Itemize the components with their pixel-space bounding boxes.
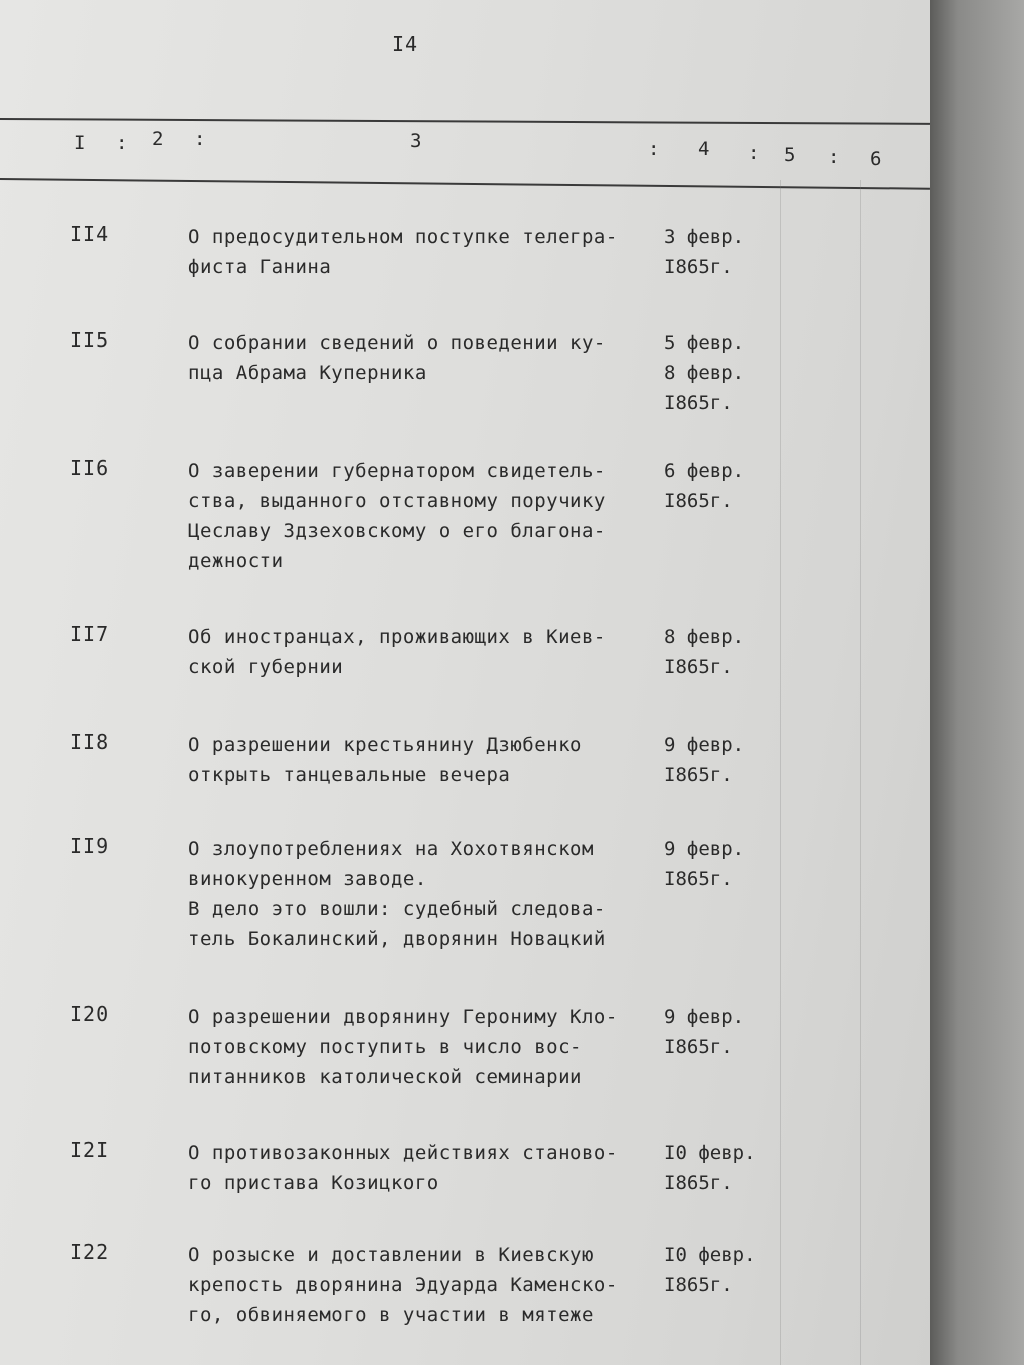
entry-description: О розыске и доставлении в Киевскую крепость дворянина Эдуарда Каменско- го, обвиняемого в участии в мятеже — [188, 1244, 618, 1326]
entry-description: О заверении губернатором свидетель- ства, выданного отставному поручику Цеславу Здзеховскому о его благона- дежности — [188, 460, 606, 572]
entry-number: II8 — [70, 730, 110, 754]
entry-number: II9 — [70, 834, 110, 858]
col-header-2: 2 — [152, 128, 164, 150]
entry-number: I20 — [70, 1002, 110, 1026]
entry-number: II4 — [70, 222, 110, 246]
entry-description: О противозаконных действиях станово- го пристава Козицкого — [188, 1142, 618, 1194]
entry-number: II5 — [70, 328, 110, 352]
col-header-3: 3 — [410, 130, 422, 152]
entry-number: II7 — [70, 622, 110, 646]
header-top-rule — [0, 118, 930, 125]
col-separator: : — [748, 142, 760, 164]
entry-dates: 9 февр. I865г. — [664, 838, 745, 890]
entry-number: I2I — [70, 1138, 110, 1162]
entry-dates: I0 февр. I865г. — [664, 1244, 756, 1296]
entry-description: О разрешении крестьянину Дзюбенко открыть танцевальные вечера — [188, 734, 582, 786]
col-separator: : — [828, 146, 840, 168]
entry-description: Об иностранцах, проживающих в Киев- ской губернии — [188, 626, 606, 678]
header-bottom-rule — [0, 178, 930, 190]
entry-dates: 6 февр. I865г. — [664, 460, 745, 512]
col-separator: : — [648, 138, 660, 160]
col-separator: : — [194, 128, 206, 150]
col-header-6: 6 — [870, 148, 882, 170]
entry-dates: 3 февр. I865г. — [664, 226, 745, 278]
entry-description: О разрешении дворянину Герониму Кло- потовскому поступить в число вос- питанников католической семинарии — [188, 1006, 618, 1088]
page-number: I4 — [392, 32, 419, 56]
entry-number: II6 — [70, 456, 110, 480]
entry-dates: I0 февр. I865г. — [664, 1142, 756, 1194]
page-edge-shadow — [930, 0, 1024, 1365]
col-separator: : — [116, 132, 128, 154]
col-header-4: 4 — [698, 138, 710, 160]
entry-description: О злоупотреблениях на Хохотвянском винокуренном заводе. В дело это вошли: судебный следова- тель Бокалинский, дворянин Новацкий — [188, 838, 606, 950]
col-header-1: I — [74, 132, 86, 154]
col-header-5: 5 — [784, 144, 796, 166]
entry-dates: 8 февр. I865г. — [664, 626, 745, 678]
column-divider — [860, 180, 861, 1365]
entry-number: I22 — [70, 1240, 110, 1264]
entry-dates: 5 февр. 8 февр. I865г. — [664, 332, 745, 414]
entry-description: О собрании сведений о поведении ку- пца Абрама Куперника — [188, 332, 606, 384]
entry-dates: 9 февр. I865г. — [664, 734, 745, 786]
entry-dates: 9 февр. I865г. — [664, 1006, 745, 1058]
entry-description: О предосудительном поступке телегра- фиста Ганина — [188, 226, 618, 278]
